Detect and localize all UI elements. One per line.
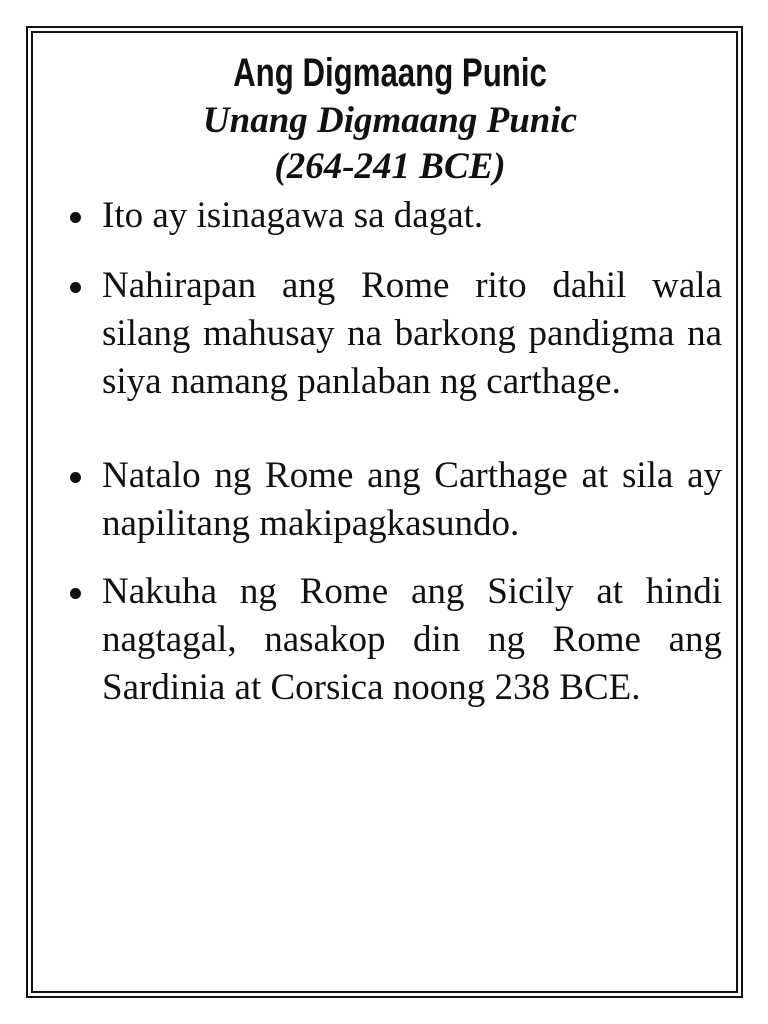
bullet-list [58, 192, 722, 712]
bullet-item [58, 192, 722, 240]
bullet-dot-icon [70, 212, 81, 223]
bullet-dot-icon [70, 282, 81, 293]
bullet-dot-icon [70, 588, 81, 599]
bullet-text: Ito ay isinagawa sa dagat. [102, 195, 484, 236]
bullet-text: Nakuha ng Rome ang Sicily at hindi nagtagal, nasakop din ng Rome ang Sardinia at Corsica noong 238 BCE. [102, 571, 722, 708]
document-subtitle-line2: (264-241 BCE) [274, 146, 506, 187]
bullet-item [58, 262, 722, 406]
bullet-text: Natalo ng Rome ang Carthage at sila ay napilitang makipagkasundo. [102, 455, 722, 544]
bullet-item [58, 568, 722, 712]
bullet-text: Nahirapan ang Rome rito dahil wala silang mahusay na barkong pandigma na siya namang panlaban ng carthage. [102, 265, 722, 402]
bullet-item [58, 452, 722, 548]
document-subtitle-line1: Unang Digmaang Punic [202, 100, 578, 141]
bullet-dot-icon [70, 472, 81, 483]
document-title: Ang Digmaang Punic [233, 51, 547, 95]
document-content [58, 48, 722, 712]
